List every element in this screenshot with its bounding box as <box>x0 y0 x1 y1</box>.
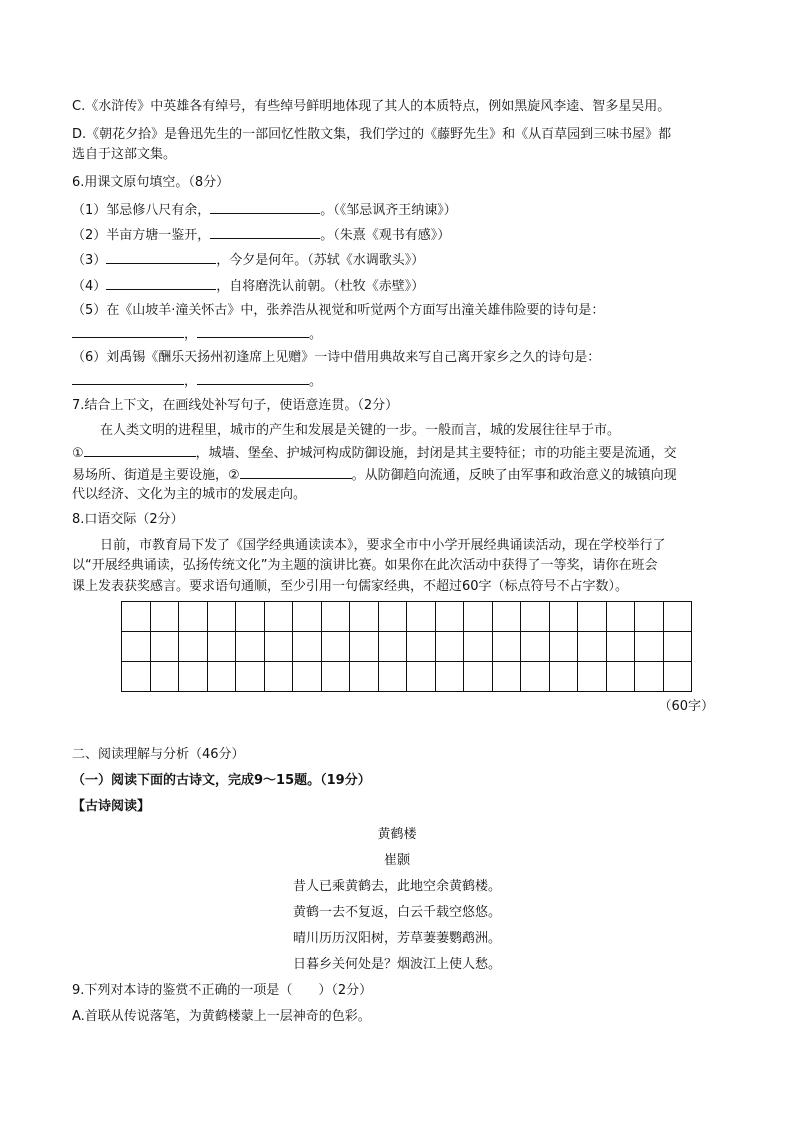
grid-cell[interactable] <box>407 662 436 692</box>
q6-item3-source: ，今夕是何年。（苏轼《水调歌头》） <box>216 253 425 268</box>
poem-label: 【古诗阅读】 <box>72 799 151 814</box>
grid-cell[interactable] <box>236 602 265 632</box>
q6-item6-period: 。 <box>309 374 323 389</box>
q6-item1-blank[interactable] <box>210 200 320 214</box>
q8-title: 8.口语交际（2分） <box>72 512 184 527</box>
grid-cell[interactable] <box>635 632 664 662</box>
grid-cell[interactable] <box>122 632 151 662</box>
q6-item6-answer <box>72 371 322 391</box>
grid-cell[interactable] <box>236 662 265 692</box>
grid-cell[interactable] <box>264 632 293 662</box>
grid-cell[interactable] <box>521 632 550 662</box>
grid-cell[interactable] <box>663 662 692 692</box>
grid-cell[interactable] <box>549 602 578 632</box>
grid-cell[interactable] <box>236 632 265 662</box>
grid-cell[interactable] <box>179 602 208 632</box>
grid-cell[interactable] <box>293 602 322 632</box>
q8-para-line3: 课上发表获奖感言。要求语句通顺，至少引用一句儒家经典，不超过60字（标点符号不占字数）。 <box>72 579 629 594</box>
grid-cell[interactable] <box>435 662 464 692</box>
grid-cell[interactable] <box>663 602 692 632</box>
grid-cell[interactable] <box>350 602 379 632</box>
grid-cell[interactable] <box>549 662 578 692</box>
grid-row <box>122 632 692 662</box>
grid-cell[interactable] <box>606 602 635 632</box>
grid-cell[interactable] <box>150 632 179 662</box>
q6-item2-blank[interactable] <box>210 225 320 239</box>
q6-item3-blank[interactable] <box>106 250 216 264</box>
option-c: C.《水浒传》中英雄各有绰号，有些绰号鲜明地体现了其人的本质特点，例如黑旋风李逵、智多星吴用。 <box>72 99 671 114</box>
poem-line3: 晴川历历汉阳树，芳草萋萋鹦鹉洲。 <box>292 931 501 946</box>
grid-cell[interactable] <box>521 662 550 692</box>
q6-item4-blank[interactable] <box>106 276 216 290</box>
grid-cell[interactable] <box>521 602 550 632</box>
answer-grid[interactable] <box>121 601 692 692</box>
grid-cell[interactable] <box>578 602 607 632</box>
grid-cell[interactable] <box>150 662 179 692</box>
q7-para-line3-text: 易场所、街道是主要设施，② <box>72 468 240 483</box>
grid-cell[interactable] <box>464 602 493 632</box>
q6-item3 <box>72 250 424 270</box>
grid-cell[interactable] <box>492 602 521 632</box>
q6-item4-prefix: （4） <box>72 279 107 294</box>
grid-cell[interactable] <box>407 602 436 632</box>
grid-cell[interactable] <box>663 632 692 662</box>
poem-line1: 昔人已乘黄鹤去，此地空余黄鹤楼。 <box>292 879 501 894</box>
q6-item6-blank2[interactable] <box>197 371 309 385</box>
q7-para-line1: 在人类文明的进程里，城市的产生和发展是关键的一步。一般而言，城的发展往往早于市。 <box>100 423 621 438</box>
grid-cell[interactable] <box>435 632 464 662</box>
grid-cell[interactable] <box>293 632 322 662</box>
grid-cell[interactable] <box>264 602 293 632</box>
q8-para-line2: 以“开展经典诵读，弘扬传统文化”为主题的演讲比赛。如果你在此次活动中获得了一等奖，请你在班会 <box>72 558 658 573</box>
grid-row <box>122 602 692 632</box>
q6-item6: （6）刘禹锡《酬乐天扬州初逢席上见赠》一诗中借用典故来写自己离开家乡之久的诗句是： <box>72 350 601 365</box>
q7-blank1[interactable] <box>84 443 196 457</box>
grid-cell[interactable] <box>578 632 607 662</box>
option-d-line1: D.《朝花夕拾》是鲁迅先生的一部回忆性散文集，我们学过的《藤野先生》和《从百草园到三味书屋》都 <box>72 127 672 142</box>
grid-cell[interactable] <box>321 632 350 662</box>
q6-item5-answer <box>72 324 322 344</box>
grid-cell[interactable] <box>207 632 236 662</box>
grid-cell[interactable] <box>378 662 407 692</box>
grid-cell[interactable] <box>492 662 521 692</box>
q6-item5-period: 。 <box>309 327 323 342</box>
q6-item1-source: 。（《邹忌讽齐王纳谏》） <box>320 203 457 218</box>
q6-item1 <box>72 200 457 220</box>
q6-item5: （5）在《山坡羊·潼关怀古》中，张养浩从视觉和听觉两个方面写出潼关雄伟险要的诗句是： <box>72 303 605 318</box>
grid-cell[interactable] <box>293 662 322 692</box>
grid-cell[interactable] <box>492 632 521 662</box>
q7-para-line3 <box>72 465 677 485</box>
q9-title: 9.下列对本诗的鉴赏不正确的一项是（ ）（2分） <box>72 983 373 998</box>
grid-cell[interactable] <box>122 602 151 632</box>
grid-cell[interactable] <box>606 662 635 692</box>
grid-cell[interactable] <box>635 602 664 632</box>
q6-item3-prefix: （3） <box>72 253 107 268</box>
grid-cell[interactable] <box>378 632 407 662</box>
grid-cell[interactable] <box>264 662 293 692</box>
poem-title: 黄鹤楼 <box>377 827 417 842</box>
q6-item6-blank1[interactable] <box>72 371 184 385</box>
option-d-line2: 选自于这部文集。 <box>72 147 177 162</box>
grid-cell[interactable] <box>606 632 635 662</box>
q6-item2-source: 。（朱熹《观书有感》） <box>320 228 451 243</box>
grid-cell[interactable] <box>378 602 407 632</box>
grid-cell[interactable] <box>578 662 607 692</box>
grid-cell[interactable] <box>179 632 208 662</box>
poem-line4: 日暮乡关何处是？烟波江上使人愁。 <box>292 957 501 972</box>
q6-title: 6.用课文原句填空。（8分） <box>72 175 230 190</box>
grid-cell[interactable] <box>321 662 350 692</box>
grid-cell[interactable] <box>407 632 436 662</box>
q7-para-line4: 代以经济、文化为主的城市的发展走向。 <box>72 487 307 502</box>
poem-author: 崔颢 <box>383 853 410 868</box>
q7-marker1: ① <box>72 446 84 461</box>
grid-word-count: （60字） <box>658 699 714 714</box>
q6-item2 <box>72 225 450 245</box>
grid-cell[interactable] <box>207 602 236 632</box>
grid-cell[interactable] <box>122 662 151 692</box>
poem-line2: 黄鹤一去不复返，白云千载空悠悠。 <box>292 905 501 920</box>
grid-cell[interactable] <box>179 662 208 692</box>
q7-para-line3-tail: 。从防御趋向流通，反映了由军事和政治意义的城镇向现 <box>351 468 677 483</box>
part-one-heading: （一）阅读下面的古诗文，完成9～15题。（19分） <box>72 773 371 788</box>
q6-item5-blank2[interactable] <box>197 324 309 338</box>
grid-cell[interactable] <box>321 602 350 632</box>
grid-cell[interactable] <box>435 602 464 632</box>
q6-item5-comma: ， <box>184 327 198 342</box>
q6-item5-blank1[interactable] <box>72 324 184 338</box>
q6-item4 <box>72 276 424 296</box>
grid-cell[interactable] <box>150 602 179 632</box>
q8-para-line1: 日前，市教育局下发了《国学经典通读读本》，要求全市中小学开展经典诵读活动，现在学校举行了 <box>100 538 666 553</box>
q7-para-line2 <box>72 443 677 463</box>
q6-item4-source: ，自将磨洗认前朝。（杜牧《赤壁》） <box>216 279 425 294</box>
grid-cell[interactable] <box>464 632 493 662</box>
q6-item6-comma: ， <box>184 374 198 389</box>
grid-cell[interactable] <box>350 632 379 662</box>
q9-option-a: A.首联从传说落笔，为黄鹤楼蒙上一层神奇的色彩。 <box>72 1009 371 1024</box>
q7-title: 7.结合上下文，在画线处补写句子，使语意连贯。（2分） <box>72 398 399 413</box>
q7-para-line2-text: ，城墙、堡垒、护城河构成防御设施，封闭是其主要特征；市的功能主要是流通，交 <box>195 446 677 461</box>
grid-cell[interactable] <box>635 662 664 692</box>
q6-item1-prefix: （1）邹忌修八尺有余， <box>72 203 211 218</box>
grid-cell[interactable] <box>464 662 493 692</box>
grid-row <box>122 662 692 692</box>
section-two-heading: 二、阅读理解与分析（46分） <box>72 747 245 762</box>
q6-item2-prefix: （2）半亩方塘一鉴开， <box>72 228 211 243</box>
grid-cell[interactable] <box>207 662 236 692</box>
grid-cell[interactable] <box>549 632 578 662</box>
q7-blank2[interactable] <box>240 465 352 479</box>
grid-cell[interactable] <box>350 662 379 692</box>
